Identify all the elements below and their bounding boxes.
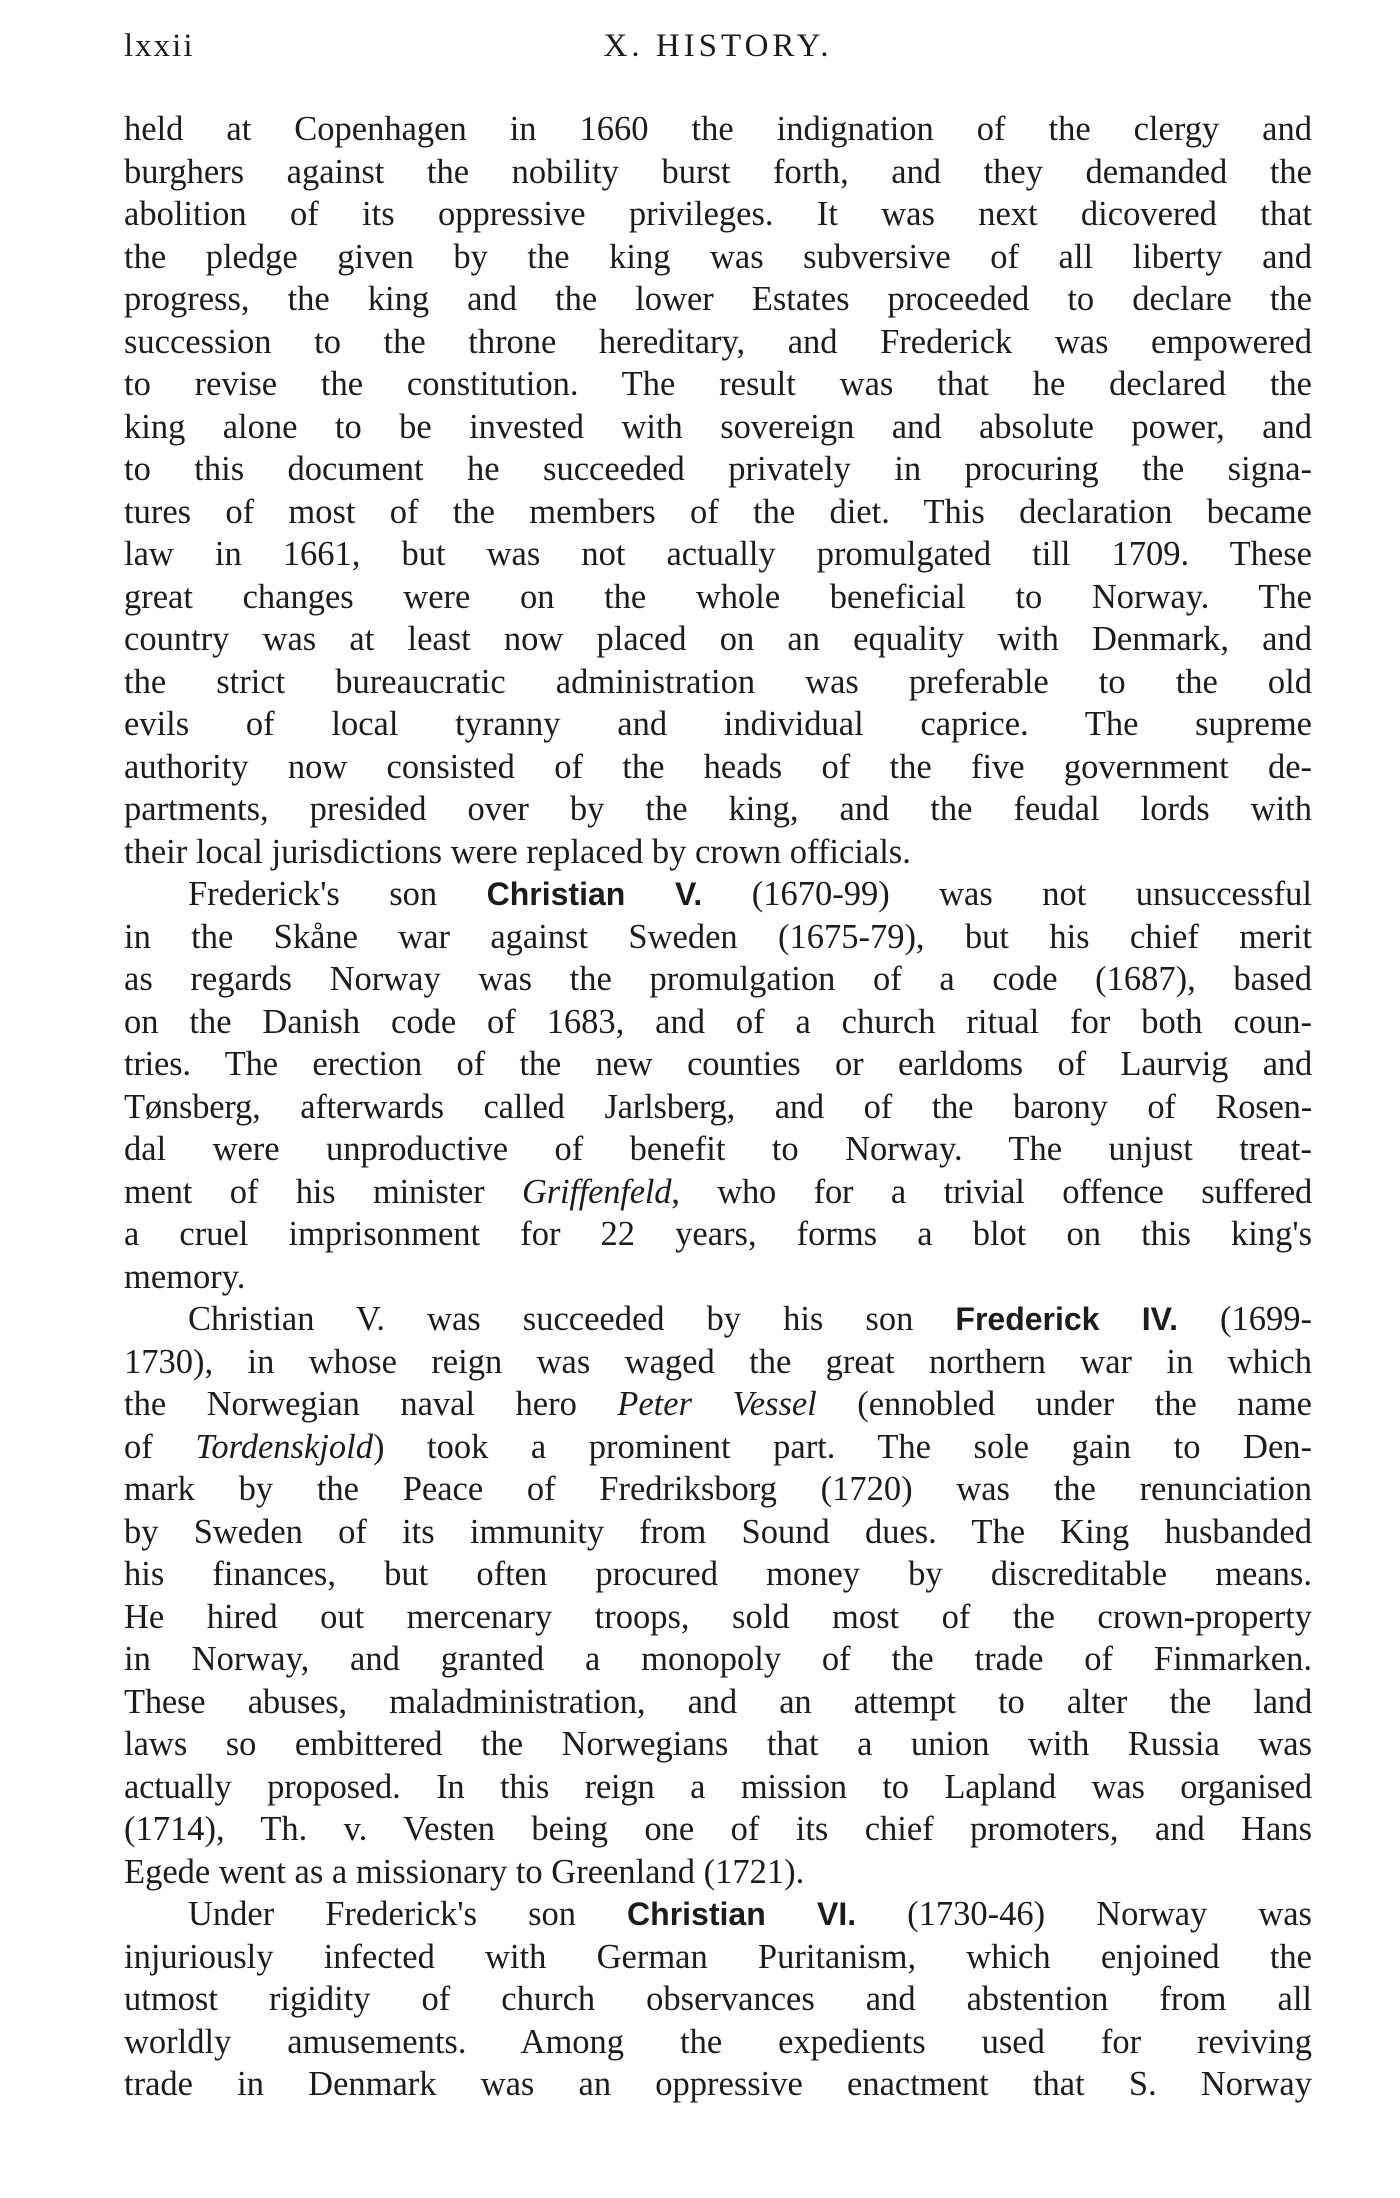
- running-head: [124, 28, 1312, 78]
- text-line: mark by the Peace of Fredriksborg (1720) was the renunciation: [124, 1470, 1312, 1508]
- text-line: memory.: [124, 1257, 246, 1296]
- text-line: tures of most of the members of the diet. This declaration became: [124, 492, 1312, 531]
- text-line: utmost rigidity of church observances and abstention from all: [124, 1980, 1312, 2018]
- text-line: (1714), Th. v. Vesten being one of its chief promoters, and Hans: [124, 1810, 1312, 1848]
- text-line: Egede went as a missionary to Greenland (1721).: [124, 1852, 805, 1891]
- text-line: to revise the constitution. The result was that he declared the: [124, 365, 1312, 403]
- ruler-name: Christian VI.: [627, 1896, 857, 1932]
- text-line: progress, the king and the lower Estates proceeded to declare the: [124, 280, 1312, 318]
- text-line: on the Danish code of 1683, and of a church ritual for both coun-: [124, 1002, 1312, 1041]
- text-line: the pledge given by the king was subversive of all liberty and: [124, 237, 1312, 276]
- text-line: held at Copenhagen in 1660 the indignation of the clergy and: [124, 110, 1312, 148]
- person-name: Peter Vessel: [617, 1385, 817, 1423]
- text-line: great changes were on the whole beneficial to Norway. The: [124, 577, 1312, 616]
- text-line: Frederick's son Christian V. (1670-99) was not unsuccessful: [188, 875, 1312, 913]
- text-line: law in 1661, but was not actually promulgated till 1709. These: [124, 535, 1312, 573]
- ruler-name: Christian V.: [486, 876, 703, 912]
- text-line: a cruel imprisonment for 22 years, forms a blot on this king's: [124, 1215, 1312, 1253]
- text-line: worldly amusements. Among the expedients used for reviving: [124, 2022, 1312, 2061]
- text-line: injuriously infected with German Puritanism, which enjoined the: [124, 1937, 1312, 1976]
- text-line: ment of his minister Griffenfeld, who for a trivial offence suffered: [124, 1172, 1312, 1211]
- text-line: as regards Norway was the promulgation of a code (1687), based: [124, 960, 1312, 998]
- text-line: trade in Denmark was an oppressive enactment that S. Norway: [124, 2065, 1312, 2103]
- text-line: tries. The erection of the new counties or earldoms of Laurvig and: [124, 1045, 1312, 1083]
- text-line: actually proposed. In this reign a mission to Lapland was organised: [124, 1767, 1312, 1806]
- body-text: [124, 108, 1312, 2106]
- text-line: dal were unproductive of benefit to Norway. The unjust treat-: [124, 1130, 1312, 1168]
- page-number: lxxii: [124, 28, 195, 64]
- text-line: laws so embittered the Norwegians that a union with Russia was: [124, 1725, 1312, 1763]
- text-line: the strict bureaucratic administration was preferable to the old: [124, 662, 1312, 701]
- text-line: evils of local tyranny and individual caprice. The supreme: [124, 705, 1312, 743]
- person-name: Tordenskjold: [195, 1427, 373, 1466]
- text-line: Tønsberg, afterwards called Jarlsberg, and of the barony of Rosen-: [124, 1087, 1312, 1126]
- text-line: partments, presided over by the king, and the feudal lords with: [124, 790, 1312, 828]
- text-line: succession to the throne hereditary, and Frederick was empowered: [124, 322, 1312, 361]
- text-line: 1730), in whose reign was waged the great northern war in which: [124, 1342, 1312, 1381]
- person-name: Griffenfeld: [522, 1172, 672, 1211]
- text-line: Under Frederick's son Christian VI. (1730-46) Norway was: [188, 1895, 1312, 1933]
- text-line: king alone to be invested with sovereign and absolute power, and: [124, 407, 1312, 446]
- text-line: to this document he succeeded privately in procuring the signa-: [124, 450, 1312, 488]
- text-line: Christian V. was succeeded by his son Frederick IV. (1699-: [188, 1300, 1313, 1338]
- text-line: in the Skåne war against Sweden (1675-79), but his chief merit: [124, 917, 1312, 956]
- text-line: These abuses, maladministration, and an attempt to alter the land: [124, 1682, 1312, 1721]
- text-line: by Sweden of its immunity from Sound dues. The King husbanded: [124, 1512, 1312, 1551]
- ruler-name: Frederick IV.: [955, 1301, 1178, 1337]
- text-line: He hired out mercenary troops, sold most of the crown-property: [124, 1597, 1312, 1636]
- text-line: their local jurisdictions were replaced by crown officials.: [124, 832, 911, 871]
- chapter-title: X. HISTORY.: [603, 28, 833, 64]
- text-line: abolition of its oppressive privileges. It was next dicovered that: [124, 195, 1312, 233]
- text-line: of Tordenskjold) took a prominent part. The sole gain to Den-: [124, 1427, 1312, 1466]
- text-line: in Norway, and granted a monopoly of the trade of Finmarken.: [124, 1640, 1312, 1678]
- text-line: burghers against the nobility burst forth, and they demanded the: [124, 152, 1312, 191]
- text-line: his finances, but often procured money by discreditable means.: [124, 1555, 1312, 1593]
- text-line: authority now consisted of the heads of the five government de-: [124, 747, 1312, 786]
- text-line: country was at least now placed on an equality with Denmark, and: [124, 620, 1312, 658]
- text-line: the Norwegian naval hero Peter Vessel (ennobled under the name: [124, 1385, 1312, 1423]
